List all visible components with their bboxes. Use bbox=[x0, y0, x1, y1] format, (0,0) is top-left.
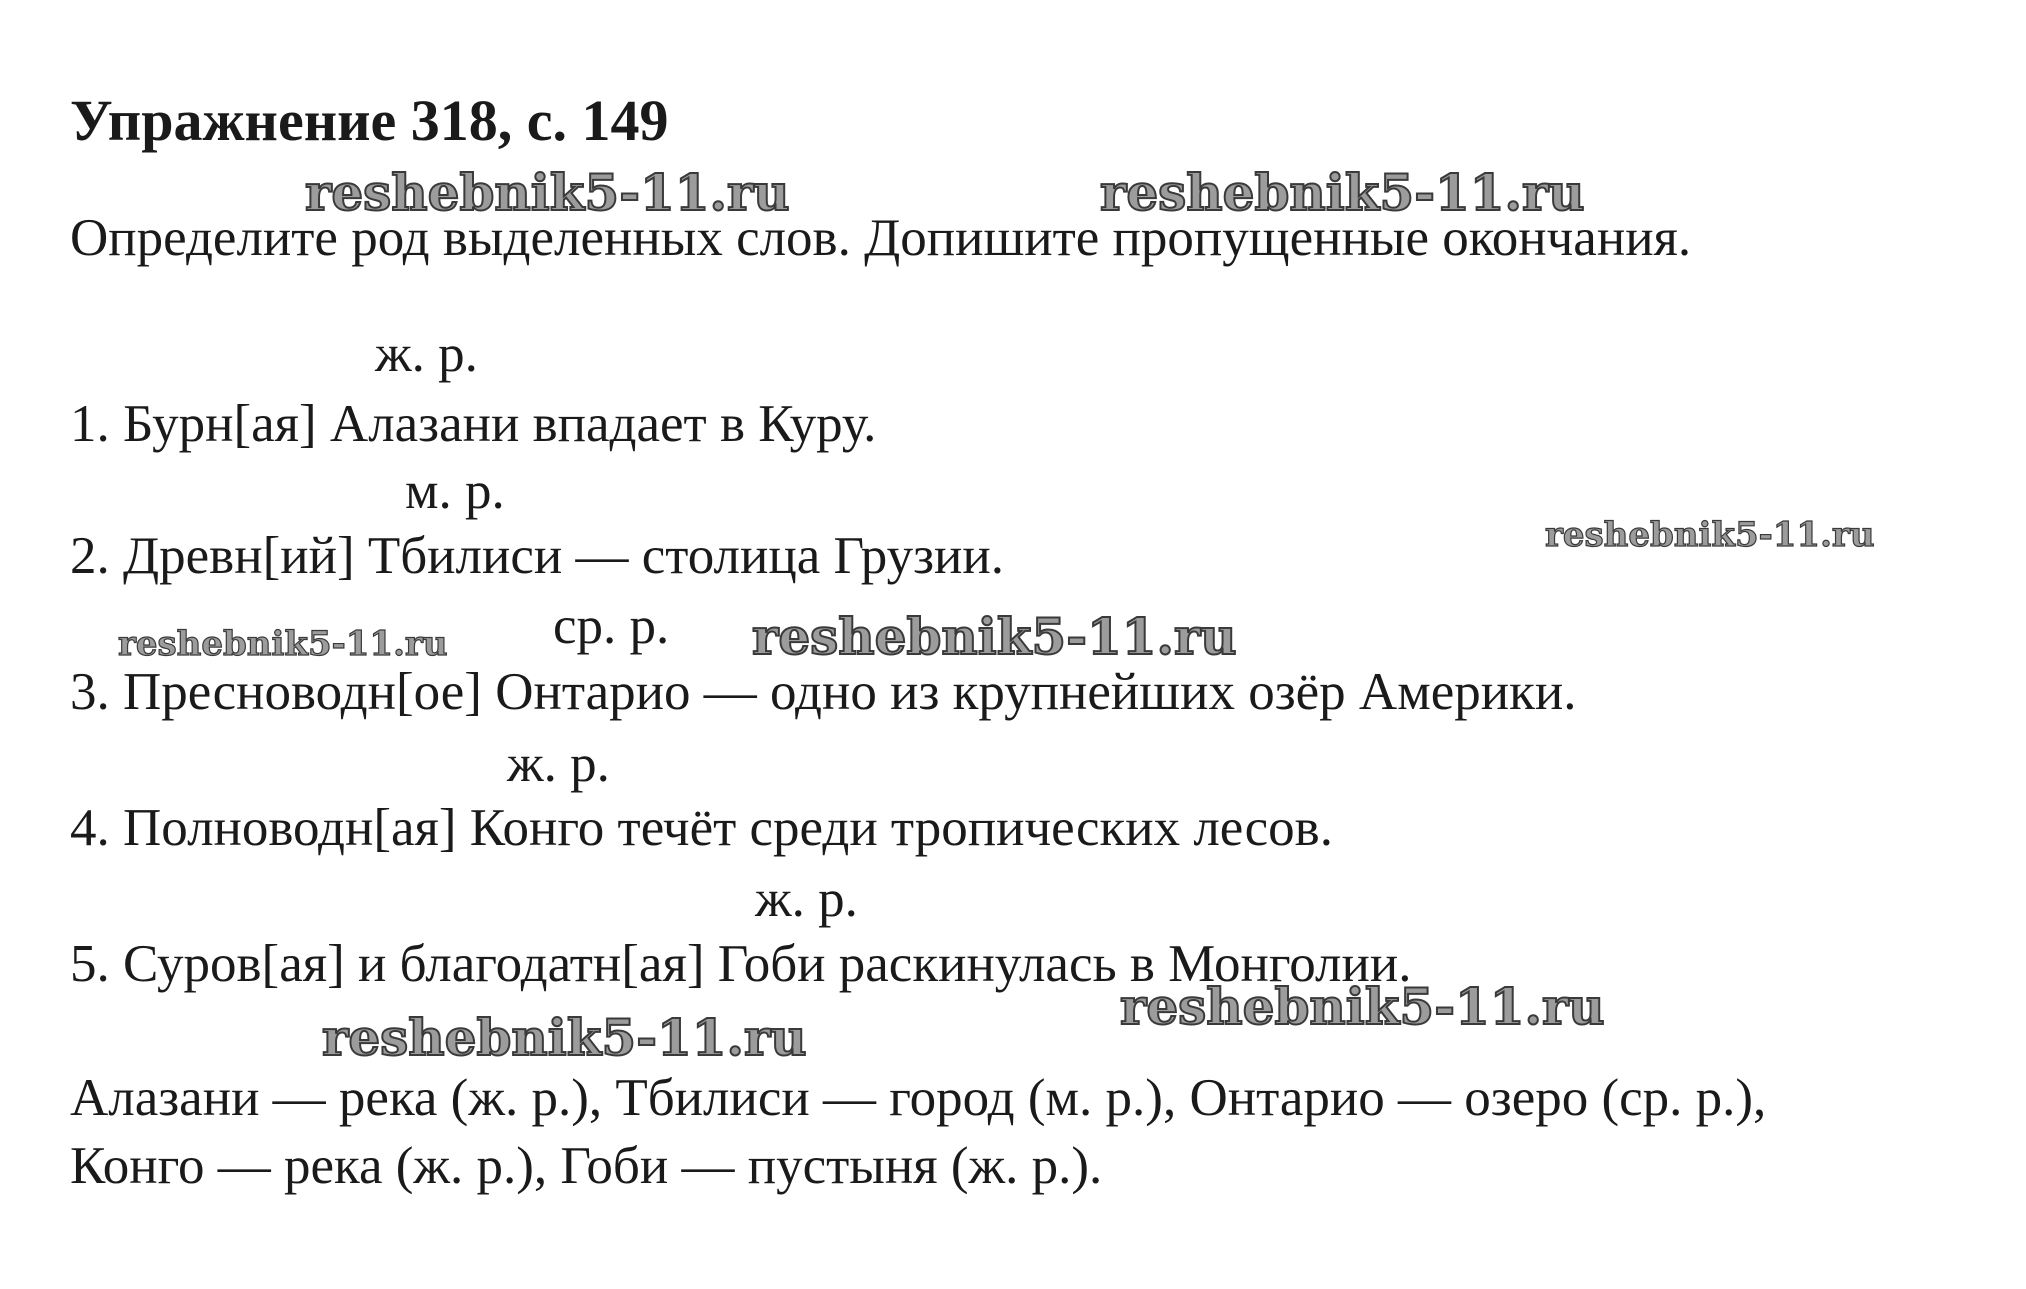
sentence-4: 4. Полноводн[ая] Конго течёт среди тропических лесов. bbox=[70, 799, 1333, 857]
task-instruction: Определите род выделенных слов. Допишите пропущенные окончания. bbox=[70, 209, 1692, 267]
watermark: reshebnik5-11.ru bbox=[1545, 515, 1875, 555]
answer-line-2: Конго — река (ж. р.), Гоби — пустыня (ж. р.). bbox=[70, 1137, 1103, 1195]
watermark: reshebnik5-11.ru bbox=[1120, 977, 1605, 1036]
sentence-3: 3. Пресноводн[ое] Онтарио — одно из крупнейших озёр Америки. bbox=[70, 663, 1577, 721]
watermark: reshebnik5-11.ru bbox=[118, 624, 448, 664]
watermark: reshebnik5-11.ru bbox=[752, 607, 1237, 666]
watermark: reshebnik5-11.ru bbox=[305, 163, 790, 222]
answer-line-1: Алазани — река (ж. р.), Тбилиси — город (м. р.), Онтарио — озеро (ср. р.), bbox=[70, 1069, 1767, 1127]
gender-label-2: м. р. bbox=[405, 462, 505, 520]
sentence-5: 5. Суров[ая] и благодатн[ая] Гоби раскинулась в Монголии. bbox=[70, 935, 1412, 993]
watermark: reshebnik5-11.ru bbox=[322, 1008, 807, 1067]
gender-label-1: ж. р. bbox=[375, 325, 478, 383]
sentence-2: 2. Древн[ий] Тбилиси — столица Грузии. bbox=[70, 527, 1004, 585]
sentence-1: 1. Бурн[ая] Алазани впадает в Куру. bbox=[70, 395, 877, 453]
gender-label-4: ж. р. bbox=[507, 735, 610, 793]
gender-label-3: ср. р. bbox=[553, 597, 670, 655]
gender-label-5: ж. р. bbox=[755, 870, 858, 928]
watermark: reshebnik5-11.ru bbox=[1100, 163, 1585, 222]
exercise-title: Упражнение 318, с. 149 bbox=[70, 88, 669, 153]
